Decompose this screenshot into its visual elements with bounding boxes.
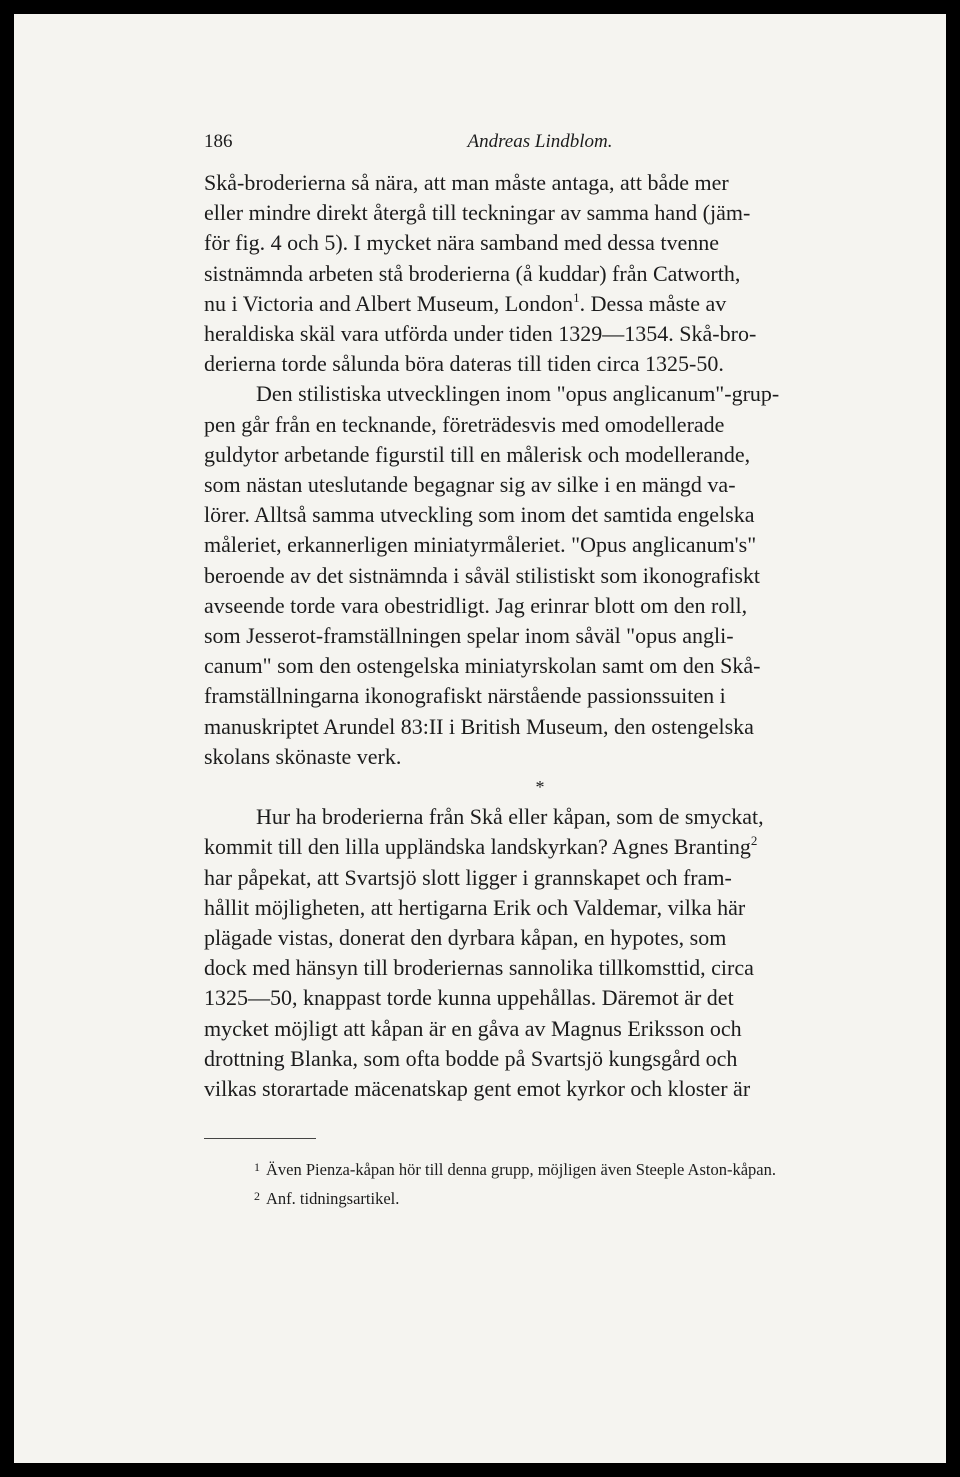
text-line: har påpekat, att Svartsjö slott ligger i grannskapet och fram-	[204, 864, 732, 890]
text-line: vilkas storartade mäcenatskap gent emot kyrkor och kloster är	[204, 1076, 751, 1102]
text-line: canum" som den ostengelska miniatyrskolan samt om den Skå-	[204, 653, 761, 679]
text-line: Den stilistiska utvecklingen inom "opus anglicanum"-grup-	[256, 381, 780, 407]
footnote	[204, 1183, 876, 1212]
text-line: guldytor arbetande figurstil till en målerisk och modellerande,	[204, 441, 751, 467]
text-line	[204, 832, 876, 862]
footnote	[204, 1154, 876, 1183]
text-fragment: . Dessa måste av	[579, 290, 727, 316]
footnote-text: Anf. tidningsartikel.	[266, 1189, 400, 1208]
text-line: eller mindre direkt återgå till teckningar av samma hand (jäm-	[204, 200, 751, 226]
text-line: Skå-broderierna så nära, att man måste antaga, att både mer	[204, 170, 729, 195]
footnote-marker: 2	[254, 1189, 260, 1203]
running-head: Andreas Lindblom.	[467, 131, 613, 152]
text-fragment: nu i Victoria and Albert Museum, London	[204, 290, 574, 316]
text-line: sistnämnda arbeten stå broderierna (å kuddar) från Catworth,	[204, 260, 741, 286]
text-line: beroende av det sistnämnda i såväl stilistiskt som ikonografiskt	[204, 562, 761, 588]
text-line: heraldiska skäl vara utförda under tiden 1329—1354. Skå-bro-	[204, 321, 757, 347]
text-line: dock med hänsyn till broderiernas sannolika tillkomsttid, circa	[204, 955, 754, 981]
text-line: mycket möjligt att kåpan är en gåva av Magnus Eriksson och	[204, 1015, 742, 1041]
text-line: som nästan uteslutande begagnar sig av silke i en mängd va-	[204, 472, 736, 498]
text-line: lörer. Alltså samma utveckling som inom det samtida engelska	[204, 502, 755, 528]
footnotes	[204, 1154, 876, 1212]
text-fragment: kommit till den lilla uppländska landskyrkan? Agnes Branting	[204, 834, 751, 860]
text-line: drottning Blanka, som ofta bodde på Svartsjö kungsgård och	[204, 1045, 738, 1071]
text-line	[204, 289, 876, 319]
text-line: manuskriptet Arundel 83:II i British Museum, den ostengelska	[204, 713, 754, 739]
footnote-marker: 1	[254, 1160, 260, 1174]
text-line: för fig. 4 och 5). I mycket nära samband med dessa tvenne	[204, 230, 719, 256]
paragraph	[204, 802, 876, 1104]
text-line: plägade vistas, donerat den dyrbara kåpan, en hypotes, som	[204, 925, 727, 951]
text-line: Hur ha broderierna från Skå eller kåpan, som de smyckat,	[256, 804, 764, 830]
text-line: måleriet, erkannerligen miniatyrmåleriet. "Opus anglicanum's"	[204, 532, 757, 558]
text-line: 1325—50, knappast torde kunna uppehållas. Däremot är det	[204, 985, 734, 1011]
text-line: hållit möjligheten, att hertigarna Erik och Valdemar, vilka här	[204, 894, 746, 920]
body-text	[204, 168, 876, 1104]
text-line: skolans skönaste verk.	[204, 743, 402, 769]
page-header	[204, 126, 876, 158]
text-line: pen går från en tecknande, företrädesvis med omodellerade	[204, 411, 725, 437]
text-line: avseende torde vara obestridligt. Jag erinrar blott om den roll,	[204, 592, 748, 618]
text-line: som Jesserot-framställningen spelar inom såväl "opus angli-	[204, 623, 734, 649]
text-line: framställningarna ikonografiskt närstående passionssuiten i	[204, 683, 726, 709]
page-number: 186	[204, 131, 233, 152]
paragraph	[204, 379, 876, 772]
section-separator: *	[535, 777, 545, 798]
footnote-rule	[204, 1138, 316, 1139]
book-page	[14, 14, 946, 1463]
paragraph	[204, 168, 876, 379]
footnote-ref: 2	[750, 833, 758, 849]
footnote-ref: 1	[573, 289, 580, 305]
footnote-text: Även Pienza-kåpan hör till denna grupp, möjligen även Steeple Aston-kåpan.	[266, 1160, 776, 1179]
text-line: derierna torde sålunda böra dateras till tiden circa 1325-50.	[204, 351, 724, 377]
